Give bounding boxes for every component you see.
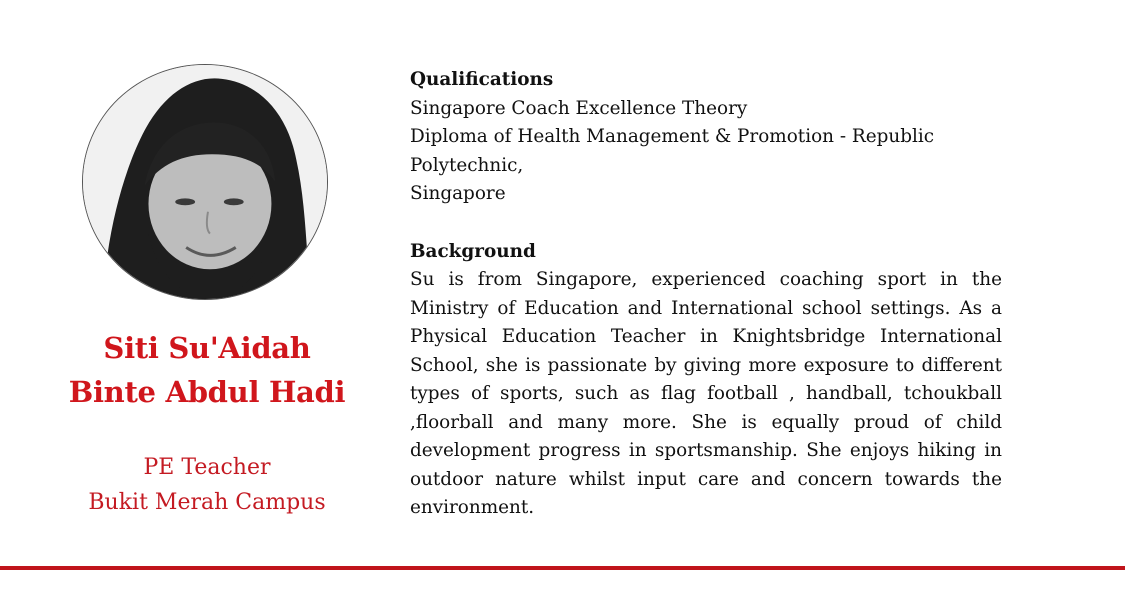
role-title: PE Teacher — [143, 455, 271, 480]
qualifications-heading: Qualifications — [410, 69, 554, 90]
campus-name: Bukit Merah Campus — [88, 490, 326, 515]
teacher-name-line1: Siti Su'Aidah — [103, 331, 311, 365]
teacher-role — [40, 450, 374, 520]
qualifications-list — [410, 95, 1040, 209]
background-paragraph: Su is from Singapore, experienced coaching sport in the Ministry of Education and International school settings. As a Physical Education Teacher in Knightsbridge International School, she is passionate by giving more exposure to different types of sports, such as flag football , handball, tchoukball ,floorball and many more. She is equally proud of child development progress in sportsmanship. She enjoys hiking in outdoor nature whilst input care and concern towards the environment. — [410, 269, 1002, 518]
teacher-name-line2: Binte Abdul Hadi — [68, 375, 346, 409]
background-heading: Background — [410, 240, 536, 262]
qualification-item: Singapore Coach Excellence Theory — [410, 97, 748, 119]
qualification-item: Diploma of Health Management & Promotion - Republic Polytechnic, — [410, 126, 935, 176]
section-spacer — [410, 209, 1040, 238]
profile-photo — [82, 64, 328, 300]
qualification-item: Singapore — [410, 183, 506, 204]
profile-details — [410, 66, 1040, 523]
teacher-name — [40, 326, 374, 414]
bottom-divider — [0, 566, 1125, 570]
